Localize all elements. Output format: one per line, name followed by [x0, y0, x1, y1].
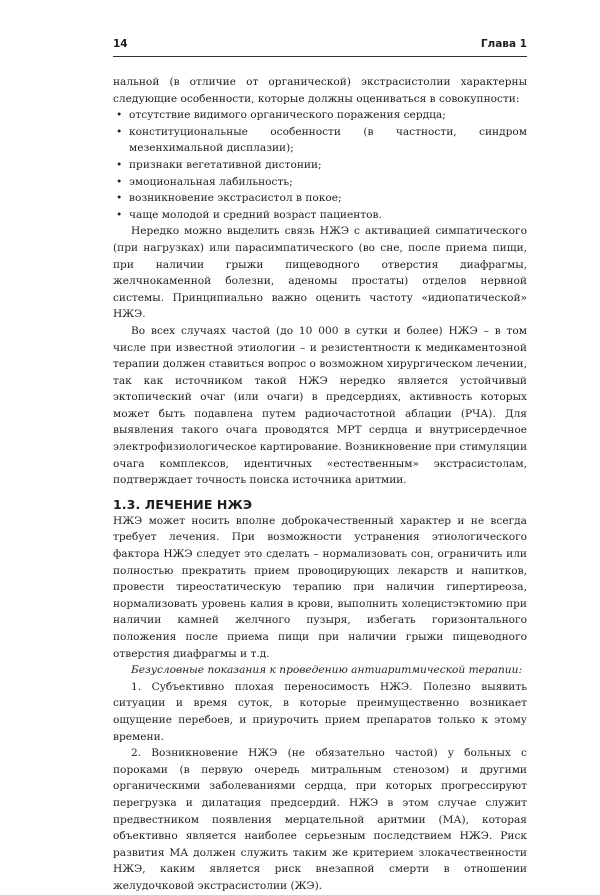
- list-item: • конституциональные особенности (в частности, синдром мезенхимальной дисплазии);: [113, 124, 527, 157]
- paragraph-surgery: Во всех случаях частой (до 10 000 в сутки и более) НЖЭ – в том числе при известной этиологии – и резистентности к медикаментозной терапии должен ставиться вопрос о возможном хирургическом лечении, так как источником такой НЖЭ нередко является устойчивый эктопический очаг (или очаги) в предсердиях, активность которых может быть подавлена путем радиочастотной аблации (РЧА). Для выявления такого очага проводятся МРТ сердца и внутрисердечное электрофизиологическое картирование. Возникновение при стимуляции очага комплексов, идентичных «естественным» экстрасистолам, подтверждает точность поиска источника аритмии.: [113, 324, 527, 487]
- list-item: • признаки вегетативной дистонии;: [113, 157, 527, 174]
- paragraph-autonomic: Нередко можно выделить связь НЖЭ с активацией симпатического (при нагрузках) или парасимпатического (во сне, после приема пищи, при наличии грыжи пищеводного отверстия диафрагмы, желчнокаменной болезни, аденомы простаты) отделов нервной системы. Принципиально важно оценить частоту «идиопатической» НЖЭ.: [113, 225, 527, 321]
- chapter-title: Глава 1: [480, 38, 527, 50]
- feature-list: [113, 107, 527, 223]
- page-body: [113, 74, 527, 895]
- header-divider: [113, 56, 527, 57]
- indications-title: Безусловные показания к проведению антиаритмической терапии:: [131, 664, 523, 677]
- section-lead: НЖЭ может носить вполне доброкачественный характер и не всегда требует лечения. При возможности устранения этиологического фактора НЖЭ следует это сделать – нормализовать сон, ограничить или полностью прекратить прием провоцирующих лекарств и напитков, провести тиреостатическую терапию при наличии гипертиреоза, нормализовать уровень калия в крови, выполнить холецистэктомию при наличии камней желчного пузыря, избегать горизонтального положения после приема пищи при наличии грыжи пищеводного отверстия диафрагмы и т.д.: [113, 514, 527, 660]
- list-item: • отсутствие видимого органического поражения сердца;: [113, 107, 527, 124]
- intro-paragraph: нальной (в отличие от органической) экстрасистолии характерны следующие особенности, которые должны оцениваться в совокупности:: [113, 76, 527, 105]
- running-header: [113, 38, 527, 54]
- indication-item: 2. Возникновение НЖЭ (не обязательно частой) у больных с пороками (в первую очередь митральным стенозом) и другими органическими заболеваниями сердца, при которых прогрессируют перегрузка и дилатация предсердий. НЖЭ в этом случае служит предвестником появления мерцательной аритмии (МА), которая объективно является наиболее серьезным последствием НЖЭ. Риск развития МА должен служить таким же критерием злокачественности НЖЭ, каким является риск внезапной смерти в отношении желудочковой экстрасистолии (ЖЭ).: [113, 747, 527, 892]
- indication-item: 1. Субъективно плохая переносимость НЖЭ. Полезно выявить ситуации и время суток, в которые преимущественно возникает ощущение перебоев, и приурочить прием препаратов только к этому времени.: [113, 680, 527, 743]
- list-item: • возникновение экстрасистол в покое;: [113, 190, 527, 207]
- list-item: • эмоциональная лабильность;: [113, 174, 527, 191]
- page-number: 14: [113, 38, 128, 50]
- list-item: • чаще молодой и средний возраст пациентов.: [113, 207, 527, 224]
- section-heading: 1.3. ЛЕЧЕНИЕ НЖЭ: [113, 496, 253, 512]
